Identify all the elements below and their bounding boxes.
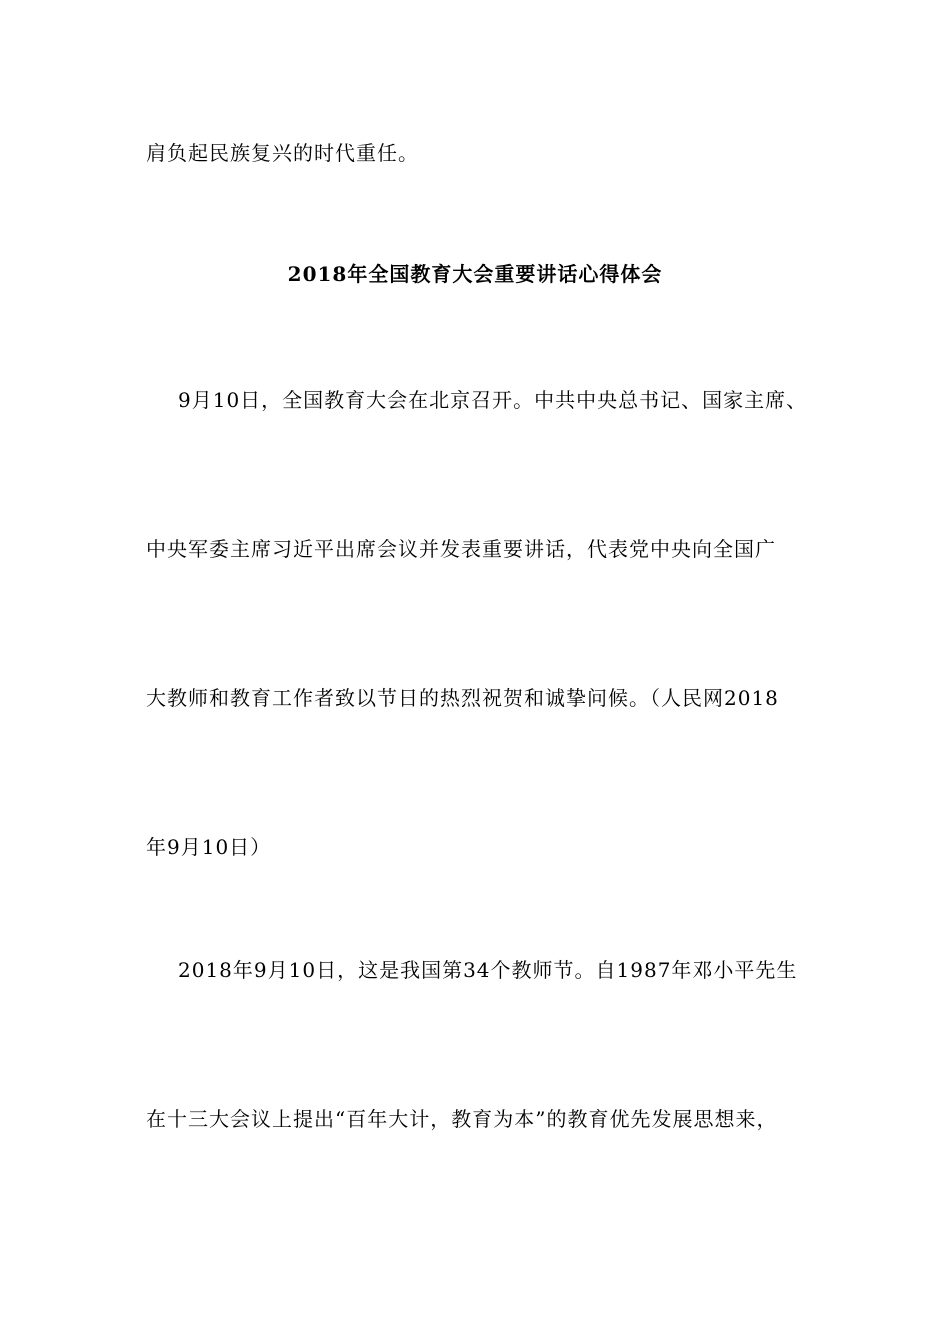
paragraph-line: 大教师和教育工作者致以节日的热烈祝贺和诚挚问候。（人民网2018 (146, 686, 779, 710)
document-title: 2018年全国教育大会重要讲话心得体会 (287, 262, 663, 286)
paragraph-line: 2018年9月10日，这是我国第34个教师节。自1987年邓小平先生 (178, 958, 798, 982)
prev-paragraph-tail: 肩负起民族复兴的时代重任。 (146, 141, 419, 165)
paragraph-line: 中央军委主席习近平出席会议并发表重要讲话，代表党中央向全国广 (146, 537, 776, 561)
paragraph-line: 9月10日，全国教育大会在北京召开。中共中央总书记、国家主席、 (178, 388, 808, 412)
paragraph-line: 在十三大会议上提出“百年大计，教育为本”的教育优先发展思想来， (146, 1107, 778, 1131)
paragraph-line: 年9月10日） (146, 835, 272, 859)
